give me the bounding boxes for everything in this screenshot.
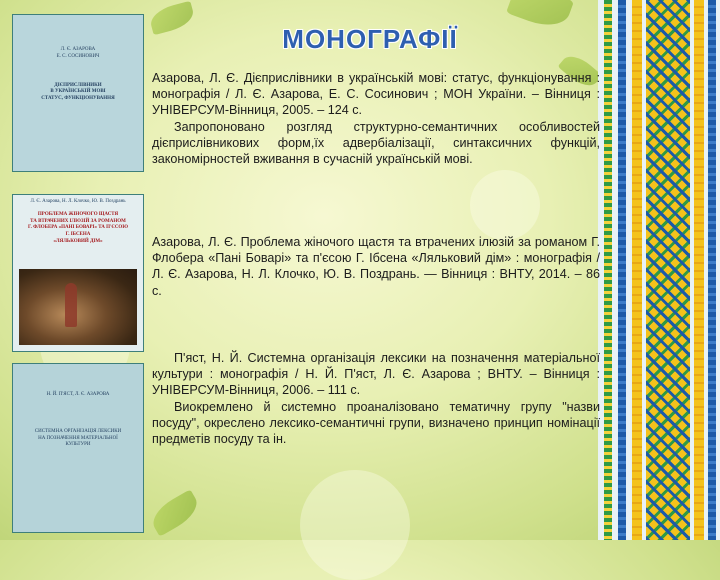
entry-annotation: Виокремлено й системно проаналізовано тематичну групу "назви посуду", окреслено лексико-семантичні групи, визначено принцип номінації предметів посуду та ін.: [152, 399, 600, 447]
leaf-decoration: [148, 1, 197, 36]
entry-citation: П'яст, Н. Й. Системна організація лексики на позначення матеріальної культури : монографія / Н. Й. П'яст, Л. Є. Азарова ; ВНТУ. – Вінниця : УНІВЕРСУМ-Вінниця, 2006. – 111 с.: [152, 351, 600, 398]
cover-authors: Л. Є. Азарова, Н. Л. Клочко, Ю. В. Поздрань: [30, 199, 126, 204]
border-pattern: [646, 0, 690, 540]
cover-authors: Л. Є. АЗАРОВА Е. С. СОСИНОВИЧ: [56, 47, 100, 59]
book-cover: [12, 194, 144, 352]
bokeh-light: [470, 170, 540, 240]
border-stripe: [632, 0, 642, 540]
bibliography-entry: [152, 234, 600, 299]
bibliography-entry: [152, 70, 600, 167]
border-stripe: [618, 0, 626, 540]
leaf-decoration: [506, 0, 574, 33]
entry-citation: Азарова, Л. Є. Дієприслівники в українській мові: статус, функціонування : монографія / Л. Є. Азарова, Е. С. Сосинович ; МОН України. – Вінниця : УНІВЕРСУМ-Вінниця, 2005. – 124 с.: [152, 71, 600, 118]
book-cover: [12, 363, 144, 533]
embroidery-border: [598, 0, 720, 540]
bokeh-light: [300, 470, 410, 580]
cover-illustration: [19, 269, 137, 345]
bibliography-entry: [152, 350, 600, 447]
entry-annotation: Запропоновано розгляд структурно-семантичних особливостей дієприслівникових форм,їх адвербіалізації, синтаксичних функцій, закономірностей вживання в сучасній українській мові.: [152, 119, 600, 167]
leaf-decoration: [147, 489, 203, 537]
entry-citation: Азарова, Л. Є. Проблема жіночого щастя та втрачених ілюзій за романом Г. Флобера «Пані Боварі» та п'єсою Г. Ібсена «Ляльковий дім» : монографія / Л. Є. Азарова, Н. Л. Клочко, Ю. В. Поздрань. — Вінниця : ВНТУ, 2014. – 86 с.: [152, 235, 600, 298]
cover-title: СИСТЕМНА ОРГАНІЗАЦІЯ ЛЕКСИКИ НА ПОЗНАЧЕННЯ МАТЕРІАЛЬНОЇ КУЛЬТУРИ: [34, 428, 122, 448]
border-stripe: [604, 0, 612, 540]
border-stripe: [708, 0, 716, 540]
book-cover: [12, 14, 144, 172]
border-stripe: [694, 0, 704, 540]
page-title: МОНОГРАФІЇ: [282, 24, 458, 54]
cover-authors: Н. Й. П'ЯСТ, Л. Є. АЗАРОВА: [46, 392, 110, 397]
cover-title: ДІЄПРИСЛІВНИКИ В УКРАЇНСЬКІЙ МОВІ СТАТУС, ФУНКЦІОНУВАННЯ: [41, 82, 115, 101]
cover-title: ПРОБЛЕМА ЖІНОЧОГО ЩАСТЯ ТА ВТРАЧЕНИХ ІЛЮЗІЙ ЗА РОМАНОМ Г. ФЛОБЕРА «ПАНІ БОВАРІ» ТА П'ЄСОЮ Г. ІБСЕНА «ЛЯЛЬКОВИЙ ДІМ»: [28, 211, 128, 244]
